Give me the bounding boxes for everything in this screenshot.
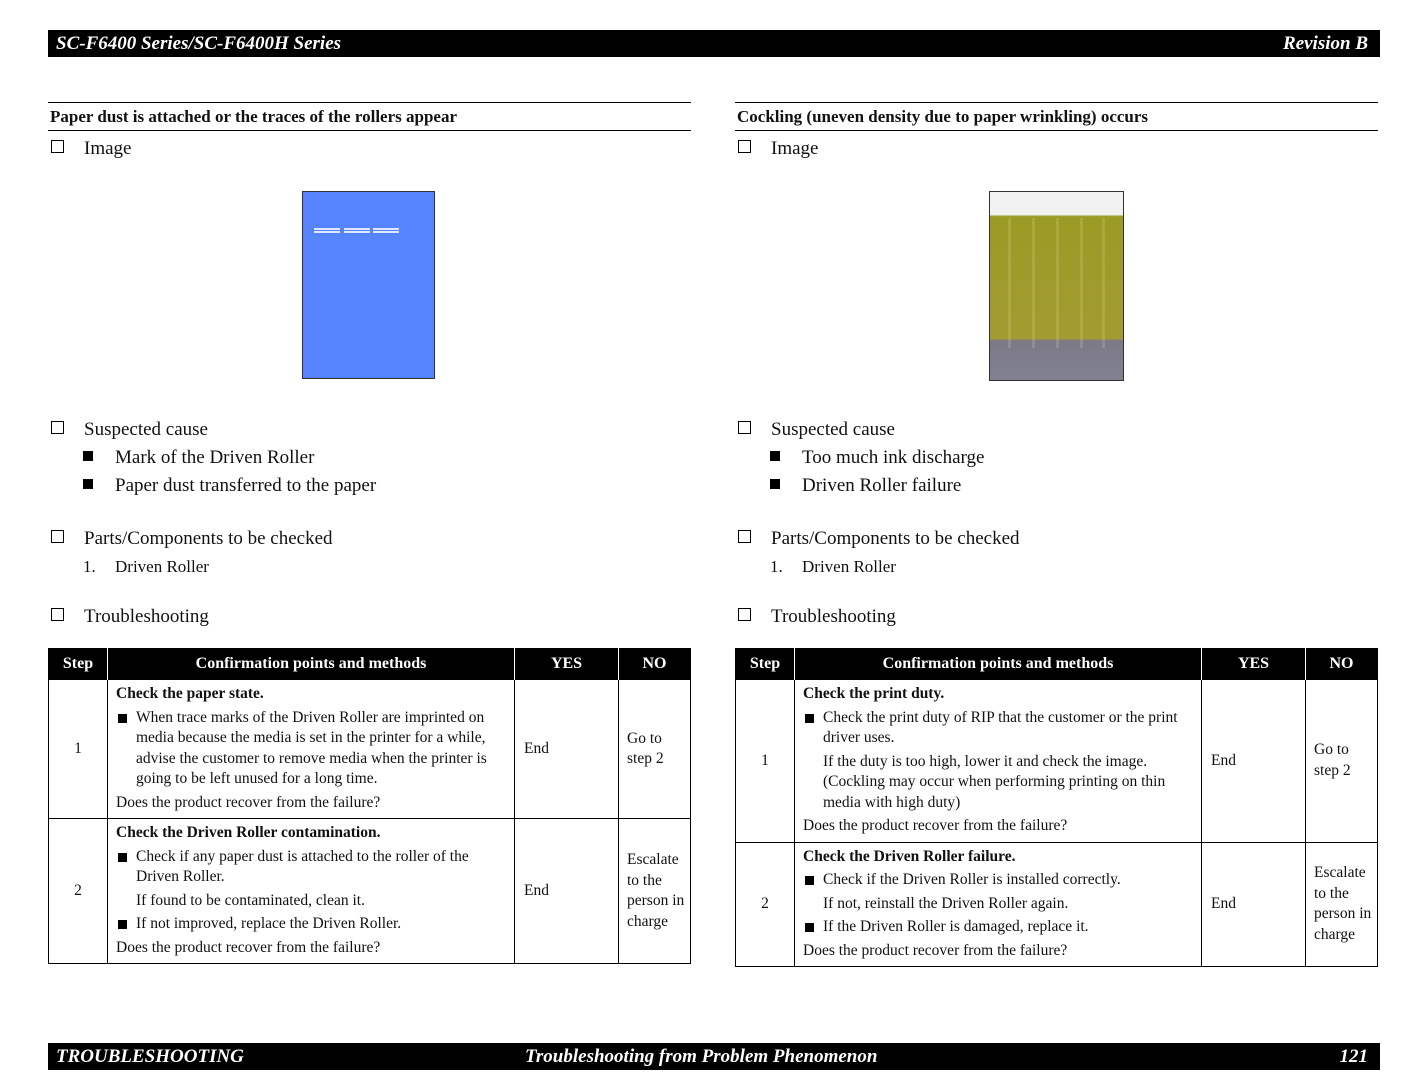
column-header: Step [736,649,795,680]
step-bullet: If not improved, replace the Driven Roller. [116,914,508,935]
step-bullet: Check the print duty of RIP that the customer or the print driver uses. [803,708,1195,749]
cause-item: Mark of the Driven Roller [83,447,314,469]
yes-cell: End [515,680,619,819]
step-question: Does the product recover from the failure? [116,938,381,956]
left-section [48,102,691,956]
troubleshooting-heading: Troubleshooting [51,606,209,628]
step-number: 1 [736,680,795,843]
bullet-icon [770,479,780,489]
step-bullet: If the Driven Roller is damaged, replace it. [803,917,1195,938]
table-row [49,680,691,819]
no-cell: Go to step 2 [1306,680,1378,843]
page-number: 121 [1339,1046,1368,1067]
checkbox-icon [738,421,751,434]
parts-item: 1. Driven Roller [770,557,896,576]
step-title: Check the paper state. [116,685,264,702]
column-header: NO [619,649,691,680]
step-question: Does the product recover from the failure? [803,817,1068,834]
no-cell: Go to step 2 [619,680,691,819]
bullet-icon [83,479,93,489]
table-row [49,819,691,964]
page-footer [48,1043,1380,1070]
column-header: Confirmation points and methods [108,649,515,680]
step-bullet: When trace marks of the Driven Roller are imprinted on media because the media is set in the printer for a while, advise the customer to remove media when the printer is going to be left unused for a long time. [116,708,508,790]
yes-cell: End [1202,680,1306,843]
step-note: If not, reinstall the Driven Roller again. [823,894,1069,912]
step-title: Check the Driven Roller contamination. [116,824,381,841]
checkbox-icon [738,530,751,543]
image-heading: Image [738,138,818,160]
step-bullet: Check if the Driven Roller is installed correctly. [803,870,1195,891]
page-header [48,30,1380,57]
table-row [736,680,1378,843]
troubleshooting-table [735,648,1378,967]
checkbox-icon [738,140,751,153]
yes-cell: End [515,819,619,964]
step-number: 2 [49,819,108,964]
parts-item: 1. Driven Roller [83,557,209,576]
no-cell: Escalate to the person in charge [619,819,691,964]
step-number: 1 [49,680,108,819]
confirmation-cell [108,680,515,819]
step-question: Does the product recover from the failure? [803,941,1068,959]
step-title: Check the print duty. [803,685,945,702]
section-title: Paper dust is attached or the traces of the rollers appear [48,102,691,131]
suspected-cause-heading: Suspected cause [738,419,895,441]
parts-heading: Parts/Components to be checked [51,528,333,550]
checkbox-icon [738,608,751,621]
bullet-icon [83,451,93,461]
step-note: If the duty is too high, lower it and check the image. (Cockling may occur when performing printing on thin media with high duty) [823,752,1166,811]
checkbox-icon [51,421,64,434]
section-title: Cockling (uneven density due to paper wrinkling) occurs [735,102,1378,131]
table-header-row [49,649,691,680]
confirmation-cell [108,819,515,964]
image-heading: Image [51,138,131,160]
cause-item: Driven Roller failure [770,475,961,497]
cause-item: Too much ink discharge [770,447,984,469]
confirmation-cell [795,680,1202,843]
bullet-icon [770,451,780,461]
footer-section: Troubleshooting from Problem Phenomenon [525,1046,878,1067]
column-header: YES [1202,649,1306,680]
step-note: If found to be contaminated, clean it. [136,891,365,909]
sample-image-paper-dust [302,191,435,379]
step-title: Check the Driven Roller failure. [803,847,1016,865]
step-question: Does the product recover from the failure? [116,793,381,811]
table-header-row [736,649,1378,680]
troubleshooting-heading: Troubleshooting [738,606,896,628]
confirmation-cell [795,842,1202,967]
header-revision: Revision B [1283,33,1368,54]
parts-heading: Parts/Components to be checked [738,528,1020,550]
suspected-cause-heading: Suspected cause [51,419,208,441]
step-number: 2 [736,842,795,967]
checkbox-icon [51,140,64,153]
step-bullet: Check if any paper dust is attached to the roller of the Driven Roller. [116,847,508,888]
column-header: YES [515,649,619,680]
column-header: Step [49,649,108,680]
table-row [736,842,1378,967]
header-product: SC-F6400 Series/SC-F6400H Series [56,33,342,54]
no-cell: Escalate to the person in charge [1306,842,1378,967]
troubleshooting-table [48,648,691,964]
yes-cell: End [1202,842,1306,967]
column-header: NO [1306,649,1378,680]
checkbox-icon [51,608,64,621]
sample-image-cockling [989,191,1124,381]
right-section [735,102,1378,959]
footer-chapter: TROUBLESHOOTING [56,1046,244,1067]
cause-item: Paper dust transferred to the paper [83,475,376,497]
checkbox-icon [51,530,64,543]
column-header: Confirmation points and methods [795,649,1202,680]
